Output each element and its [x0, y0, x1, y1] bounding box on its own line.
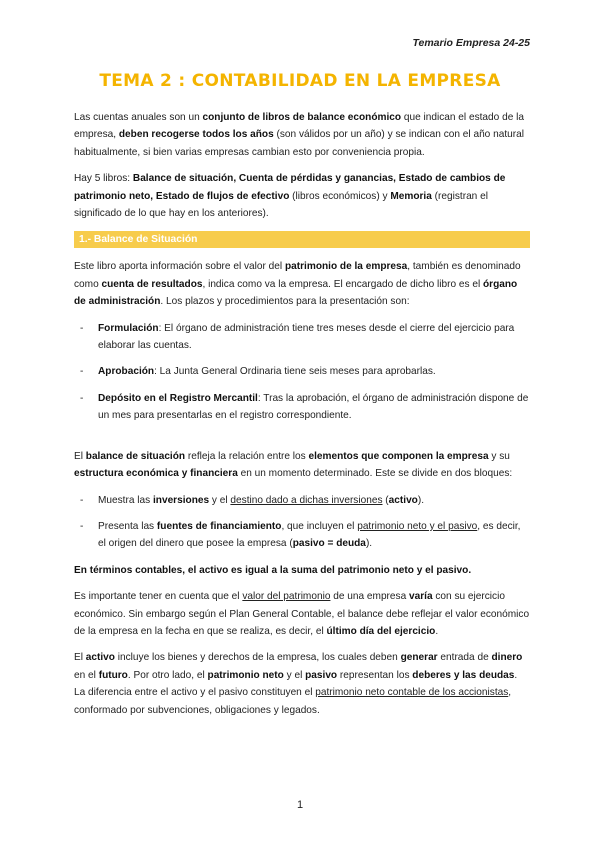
blocks-list [74, 492, 530, 553]
list-item: - Depósito en el Registro Mercantil: Tras la aprobación, el órgano de administración dispone de un mes para presentarlas en el registro correspondiente. [74, 390, 530, 425]
page-title: TEMA 2 : CONTABILIDAD EN LA EMPRESA [99, 71, 501, 91]
document-header: Temario Empresa 24-25 [412, 37, 530, 49]
accounting-equation: En términos contables, el activo es igual a la suma del patrimonio neto y el pasivo. [74, 564, 472, 576]
procedures-list [74, 320, 530, 425]
section-heading-balance: 1.- Balance de Situación [74, 231, 530, 248]
list-item: - Muestra las inversiones y el destino dado a dichas inversiones (activo). [74, 492, 530, 509]
list-item: - Aprobación: La Junta General Ordinaria tiene seis meses para aprobarlas. [74, 363, 530, 380]
patrimony-paragraph: Es importante tener en cuenta que el valor del patrimonio de una empresa varía con su ejercicio económico. Sin embargo según el Plan General Contable, el balance debe reflejar el valor económico de la empresa en la fecha en que se realiza, es decir, el último día del ejercicio. [74, 591, 530, 637]
page-number: 1 [296, 799, 304, 811]
intro-paragraph: Las cuentas anuales son un conjunto de libros de balance económico que indican el estado de la empresa, deben recogerse todos los años (son válidos por un año) y se indican con el año natural habitualmente, si bien varias empresas cambian esto por conveniencia propia. [74, 112, 524, 158]
document-body [74, 109, 530, 728]
balance-intro-paragraph: Este libro aporta información sobre el valor del patrimonio de la empresa, también es denominado como cuenta de resultados, indica como va la empresa. El encargado de dicho libro es el órgano de administración. Los plazos y procedimientos para la presentación son: [74, 261, 521, 308]
list-item: - Presenta las fuentes de financiamiento, que incluyen el patrimonio neto y el pasivo, es decir, el origen del dinero que posee la empresa (pasivo = deuda). [74, 518, 530, 553]
list-item: - Formulación: El órgano de administración tiene tres meses desde el cierre del ejercicio para elaborar las cuentas. [74, 320, 530, 355]
balance-definition-paragraph: El balance de situación refleja la relación entre los elementos que componen la empresa y su estructura económica y financiera en un momento determinado. Este se divide en dos bloques: [74, 450, 513, 480]
assets-paragraph: El activo incluye los bienes y derechos de la empresa, los cuales deben generar entrada de dinero en el futuro. Por otro lado, el patrimonio neto y el pasivo representan los deberes y las deudas. La diferencia entre el activo y el pasivo constituyen el patrimonio neto contable de los accionistas, conformado por subvenciones, obligaciones y legados. [74, 652, 523, 716]
books-paragraph: Hay 5 libros: Balance de situación, Cuenta de pérdidas y ganancias, Estado de cambios de patrimonio neto, Estado de flujos de efectivo (libros económicos) y Memoria (registran el significado de lo que hay en los anteriores). [74, 173, 506, 220]
